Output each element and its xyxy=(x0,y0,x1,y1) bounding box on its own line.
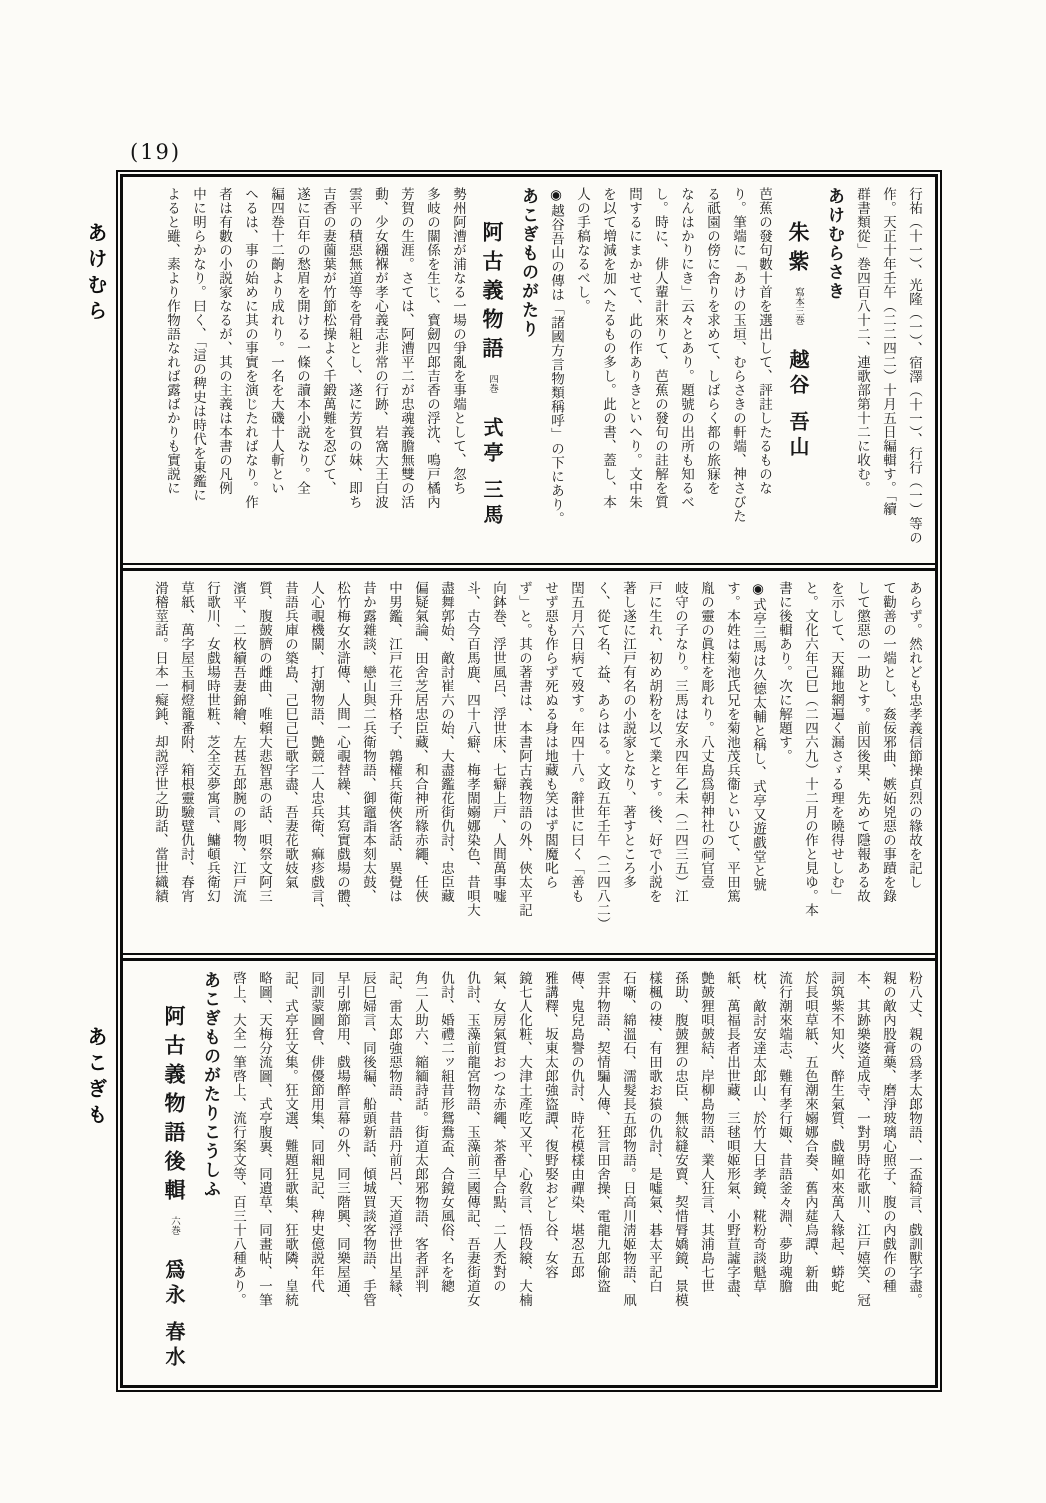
text-column: ず」と。其の著書は、本書阿古義物語の外、俠太平記 xyxy=(516,581,532,917)
entry-title xyxy=(777,187,819,553)
text-column: 辰巳婦言、同後編、船頭新話、傾城買談客物語、手管 xyxy=(360,971,376,1307)
text-column: 略圖、天梅分流圖、式亭腹裏、同遺草、同畫帖、一筆 xyxy=(256,971,272,1307)
text-column: を以て増減を加へたるもの多し。此の書、蓋し、本 xyxy=(600,187,616,509)
entry-author: 式亭 三馬 xyxy=(480,417,504,529)
text-column: 芳賀の生涯。さては、阿漕平二が忠魂義膽無雙の活 xyxy=(398,187,414,509)
entry-volume-note: 寫本三巻 xyxy=(793,287,804,325)
text-column: 同訓蒙圖會、俳優節用集、同細見記、稗史億説年代 xyxy=(308,971,324,1293)
text-column: 昔語兵庫の築島、己巳己已歌字盡、吾妻花歌妓氣 xyxy=(282,581,298,889)
text-column: 樣楓の褄、有田歌お猿の仇討、是噓氣、碁太平記白 xyxy=(646,971,662,1293)
text-column: し。時に、俳人輩計來りて、芭蕉の發句の註解を質 xyxy=(652,187,668,509)
text-column: 質、腹皷臍の雌曲、唯賴大悲智惠の話、唄祭文阿三 xyxy=(256,581,272,903)
entry-author: 爲永 春水 xyxy=(162,1259,186,1371)
text-column: あらず。然れども忠孝義信節操貞烈の緣故を記し xyxy=(906,581,922,889)
text-column: 中に明らかなり。曰く、「這の稗史は時代を東鑑に xyxy=(190,187,206,503)
entry-heading: あこぎものがたりこうしふ xyxy=(200,971,220,1199)
section-bottom xyxy=(123,961,935,1385)
text-column: 編四巻十二齣より成れり。一名を大磯十人斬とい xyxy=(268,187,284,495)
text-column: 仇討、玉藻前龍宮物語、玉藻前三國傳記、吾妻街道女 xyxy=(464,971,480,1307)
text-column: 芭蕉の發句數十首を選出して、評註したるものな xyxy=(756,187,772,495)
text-column: 盡舞郭始、敵討崔六の始、大盡鑑花街仇討、忠臣藏 xyxy=(438,581,454,903)
text-column: 於長唄草紙、五色潮來嫋娜合奏、舊內莚烏譚、新曲 xyxy=(802,971,818,1293)
text-column: 人の手稿なるべし。 xyxy=(574,187,590,313)
page-number: (19) xyxy=(130,140,182,164)
text-column: 枕、敵討安達太郎山、於竹大日孝鏡、糀粉奇談魁草 xyxy=(750,971,766,1293)
text-column: 濱平、二枚續吾妻錦繪、左甚五郎腕の彫物、江戸流 xyxy=(230,581,246,903)
text-column: 戸に生れ、初め胡粉を以て業とす。後、好で小説を xyxy=(646,581,662,903)
section-top xyxy=(123,177,935,563)
text-column: 粉八丈、親の爲孝太郎物語、一盃綺言、戲訓獸字盡。 xyxy=(906,971,922,1307)
text-column: 滑稽莖話。日本一癡鈍、却説浮世之助話、當世織績 xyxy=(152,581,168,903)
text-column: 雲井物語、契情騙人傳、狂言田舍操、電龍九郎偷盜 xyxy=(594,971,610,1293)
entry-title-text: 阿古義物語後輯 xyxy=(162,1005,187,1208)
section-divider xyxy=(123,953,935,961)
content-frame xyxy=(116,170,942,1392)
text-column: 中男鑑、江戸花三升格子、鶉權兵衛俠客話、異覺は xyxy=(386,581,402,903)
text-column: 角二人助六、縮緬詩話。街道太郎邪物語、客者評判 xyxy=(412,971,428,1293)
entry-title xyxy=(153,971,195,1375)
text-column: 昔か露雜談、戀山與二兵衛物語、御竈詣本刻太鼓、 xyxy=(360,581,376,903)
text-column: 流行潮來端志、難有孝行娵、昔語釜々淵、夢助魂膽 xyxy=(776,971,792,1293)
text-column: る祇園の傍に舎りを求めて、しばらく都の旅寐を xyxy=(704,187,720,495)
text-column: 斗、古今百馬鹿、四十八癖、梅孝閙嫋娜染色、昔唄大 xyxy=(464,581,480,917)
text-column: 閏五月六日病て歿す。年四十八。辭世に曰く「善も xyxy=(568,581,584,903)
text-column: 早引廓節用、戲場醉言幕の外、同三階興、同樂屋通、 xyxy=(334,971,350,1307)
text-column: 紙、萬福長者出世藏、三毬唄姬形氣、小野荁譃字盡、 xyxy=(724,971,740,1307)
text-column: 松竹梅女水滸傳、人間一心覗替繰、其寫實戲場の體、 xyxy=(334,581,350,917)
text-column: 行歌川、女戲場時世粧、芝全交夢寓言、鱅頓兵衛幻 xyxy=(204,581,220,903)
text-column: 向鉢巻、浮世風呂、浮世床、七癖上戸、人間萬事嘘 xyxy=(490,581,506,903)
text-column: よると雖、素より作物語なれば露ばかりも實説に xyxy=(164,187,180,495)
entry-title-text: 朱紫 xyxy=(786,221,811,279)
text-column: く、從て名、益、あらはる。文政五年壬午（二四八二） xyxy=(594,581,610,931)
text-column: 啓上、大全一筆啓上、流行案文等、百三十八種あり。 xyxy=(230,971,246,1307)
text-column: 仇討、婚禮二ッ組昔形鴛鴦盃、合鏡女風俗、名を總 xyxy=(438,971,454,1293)
text-column: 勢州阿漕が浦なる一場の爭亂を事端として、忽ち xyxy=(450,187,466,495)
text-column: ◉越谷吾山の傳は「諸國方言物類稱呼」の下にあり。 xyxy=(548,187,564,526)
entry-heading: あけむらさき xyxy=(824,187,844,301)
text-column: ◉式亭三馬は久德太輔と稱し、式亭又遊戲堂と號 xyxy=(750,581,766,892)
margin-tab-label-top: あけむら xyxy=(84,222,108,326)
text-column: 傳、鬼兒島譽の仇討、時花模樣由禪染、堪忍五郎 xyxy=(568,971,584,1279)
text-column: 記、雷太郎強惡物語、昔語丹前呂、天道浮世出星縁、 xyxy=(386,971,402,1307)
text-column: 艶皷狸唄皷結、岸柳島物語、業人狂言、其浦島七世 xyxy=(698,971,714,1293)
text-column: 親の敵內股膏藥、磨淨玻璃心照子、腹の內戲作の種 xyxy=(880,971,896,1293)
section-divider xyxy=(123,563,935,571)
text-column: せず惡も作らず死ぬる身は地藏も笑はず閻魔叱ら xyxy=(542,581,558,889)
text-column: り。筆端に「あけの玉垣、むらさきの軒端、神さびた xyxy=(730,187,746,523)
text-column: 偏疑氣論、田舍芝居忠臣藏、和合神所緣赤繩、任俠 xyxy=(412,581,428,903)
text-column: 書に後輯あり。次に解題す。 xyxy=(776,581,792,763)
text-column: 本、其跡樂婆道成寺、一對男時花歌川、江戸嬉笑、冠 xyxy=(854,971,870,1307)
text-column: 行祐（十一）、光隆（一）、宿澤（十一）、行行（一）等の xyxy=(906,187,922,545)
text-column: 詞筑紫不知火、醉生氣質、戲瞳如來萬入緣起、蟒蛇 xyxy=(828,971,844,1293)
text-column: 作。天正十年壬午（二二四二）十月五日編輯す。「續 xyxy=(880,187,896,517)
text-column: す。本姓は菊池氏兄を菊池茂兵衞といひて、平田篤 xyxy=(724,581,740,903)
text-column: 氣、女房氣質おつな赤繩、茶番早合點、二人禿對の xyxy=(490,971,506,1293)
text-column: 多岐の關係を生じ、寳劒四郎吉香の浮沈、鳴戸橘內 xyxy=(424,187,440,509)
text-column: 草紙、萬字屋玉桐燈籠番附、箱根靈驗躄仇討、春宵 xyxy=(178,581,194,903)
text-column: 群書類從」巻四百八十二、連歌部第十二に收む。 xyxy=(854,187,870,495)
text-column: 吉香の妻薗葉が竹節松操よく千鍛萬難を忍びて、 xyxy=(320,187,336,495)
text-column: して懲惡の一助とす。前因後果、先めて隱報ある故 xyxy=(854,581,870,903)
text-column: て勸善の一端とし、姦佞邪曲、嫉妬兇惡の事蹟を錄 xyxy=(880,581,896,903)
text-column: 問するにまかせて、此の作ありきといへり。文中朱 xyxy=(626,187,642,509)
text-column: 遂に百年の愁眉を開ける一條の讀本小説なり。全 xyxy=(294,187,310,495)
text-column: 著し遂に江戸有名の小説家となり、著すところ多 xyxy=(620,581,636,889)
entry-author: 越谷 吾山 xyxy=(786,349,810,461)
text-column: と。文化六年己巳（二四六九）十二月の作と見ゆ。本 xyxy=(802,581,818,917)
entry-volume-note: 四巻 xyxy=(487,374,498,393)
content-frame-inner xyxy=(120,174,938,1388)
text-column: 孫助、腹皷狸の忠臣、無紋縫安賣、契惜脣嬌鏡、景模 xyxy=(672,971,688,1307)
text-column: 雅講釋、坂東太郎強盜譚、復野娶おどし谷、女容 xyxy=(542,971,558,1279)
text-column: 鏡七人化粧、大津土產吃又平、心敎言、悟段縗、大楠 xyxy=(516,971,532,1307)
entry-title xyxy=(471,187,513,553)
entry-title-text: 阿古義物語 xyxy=(480,221,505,366)
text-column: 人心覗機關、打潮物語、艶競二人忠兵衛、痲疹戲言、 xyxy=(308,581,324,917)
text-column: 岐守の子なり。三馬は安永四年乙未（二四三五）江 xyxy=(672,581,688,903)
section-middle xyxy=(123,571,935,953)
text-column: なんはかりにき」云々とあり。題號の出所も知るべ xyxy=(678,187,694,509)
text-column: 石噺、綿溫石、濡髮長五郎物語。日高川淸姬物語、凧 xyxy=(620,971,636,1307)
text-column: 記、式亭狂文集。狂文選、難題狂歌集、狂歌隣、皇統 xyxy=(282,971,298,1307)
text-column: へるは、事の始めに其の事實を演じたればなり。作 xyxy=(242,187,258,509)
text-column: 胤の靈の眞柱を彫れり。八丈島爲朝神社の祠官壹 xyxy=(698,581,714,889)
text-column: を示して、天羅地網遍く漏さゞる理を曉得せしむ」 xyxy=(828,581,844,903)
entry-heading: あこぎものがたり xyxy=(518,187,538,339)
text-column: 者は有數の小説家なるが、其の主義は本書の凡例 xyxy=(216,187,232,495)
text-column: 雲平の積惡無道等を骨組とし、遂に芳賀の妹、即ち xyxy=(346,187,362,509)
margin-tab-label-bottom: あこぎも xyxy=(84,1026,108,1130)
text-column: 動、少女繦褓が孝心義志非常の行跡、岩窩大王白波 xyxy=(372,187,388,509)
entry-volume-note: 六巻 xyxy=(169,1216,180,1235)
